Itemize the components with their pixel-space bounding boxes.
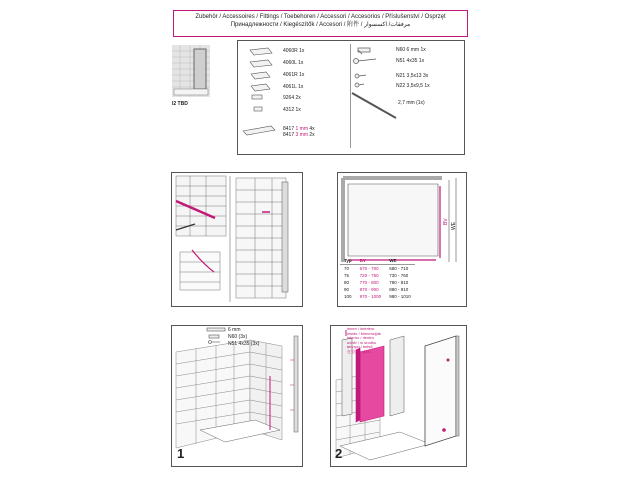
part-4061R-label: 4061R 1x — [283, 72, 305, 78]
part-N21-label: N21 3,5x13 3x — [396, 73, 429, 79]
table-row: 75 720 - 750 730 - 760 — [344, 273, 409, 278]
inside-label: uvnitř / w środku — [347, 339, 377, 345]
inside-label: 在里面 / داخل — [347, 348, 371, 354]
inside-label: interno / dentro — [347, 335, 374, 341]
step-2-inside-labels — [347, 327, 381, 355]
thumbnail-caption: I2 TBD — [172, 101, 188, 107]
table-row: 100 970 - 1000 980 - 1010 — [344, 294, 411, 299]
step-1-legend-screw: N51 4x35 (3x) — [228, 341, 260, 347]
inside-label: innen / intérieur — [347, 326, 375, 331]
bv-dimension-label: BV — [443, 218, 449, 225]
part-4312-label: 4312 1x — [283, 107, 301, 113]
table-row: 80 770 - 800 780 - 810 — [344, 280, 409, 285]
part-9264-label: 9264 2x — [283, 95, 301, 101]
inside-label: inside / binnenzijde — [347, 330, 382, 336]
part-4060R-label: 4060R 1x — [283, 48, 305, 54]
part-8417-3mm-label: 8417 3 mm 2x — [283, 132, 315, 138]
table-row: 70 670 - 700 680 - 710 — [344, 266, 409, 271]
part-N22-label: N22 3,5x9,5 1x — [396, 83, 430, 89]
header-line-2: Принадлежности / Kiegészítők / Accesori / 附件 / مرفقات/ اكسسوار — [230, 22, 411, 28]
drill-bit-label: 2,7 mm (1x) — [398, 100, 425, 106]
table-row: 90 870 - 900 880 - 910 — [344, 287, 409, 292]
header-typ: Typ — [340, 257, 356, 265]
header-bv: BV — [356, 257, 386, 265]
inside-label: внутри / belső — [347, 344, 373, 350]
part-4061L-label: 4061L 1x — [283, 84, 304, 90]
part-N60-label: N60 6 mm 1x — [396, 47, 426, 53]
part-N51-label: N51 4x35 1x — [396, 58, 425, 64]
step-1-legend-anchor: N60 (3x) — [228, 334, 248, 340]
step-2-number: 2 — [335, 446, 343, 461]
step-1-legend-drill: 6 mm — [228, 327, 241, 333]
part-8417-1mm-label: 8417 1 mm 4x — [283, 126, 315, 132]
we-dimension-label: WE — [451, 221, 457, 230]
header-line-1: Zubehör / Accessoires / Fittings / Toebehoren / Accessori / Accesorios / Příslušenství / Osprzęt — [195, 14, 446, 20]
step-1-number: 1 — [177, 446, 185, 461]
header-we: WE — [385, 257, 415, 265]
part-4060L-label: 4060L 1x — [283, 60, 304, 66]
